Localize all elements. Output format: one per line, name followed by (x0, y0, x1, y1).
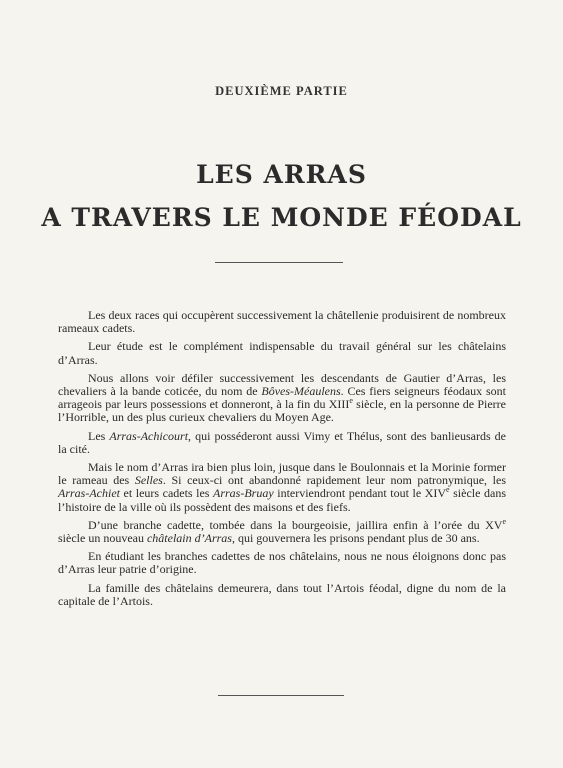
paragraph (58, 461, 506, 514)
superscript: e (446, 485, 450, 495)
paragraph (58, 550, 506, 576)
text-run: siècle un nouveau (58, 531, 147, 546)
text-run: , qui gouvernera les prisons pendant plus de 30 ans. (231, 531, 480, 546)
text-run: siècle dans l’histoire de la ville où ils possèdent des maisons et des fiefs. (58, 486, 506, 514)
paragraph (58, 309, 506, 335)
text-run: D’une branche cadette, tombée dans la bourgeoisie, jaillira enfin à l’orée du XV (88, 517, 503, 532)
text-run: Nous allons voir défiler successivement les descendants de Gautier d’Arras, les chevaliers à la bande coticée, du nom de (58, 370, 506, 399)
paragraph (58, 340, 506, 366)
italic-text: Selles (134, 473, 163, 488)
italic-text: châtelain d’Arras (146, 531, 232, 546)
superscript: e (349, 396, 353, 406)
part-heading: DEUXIÈME PARTIE (215, 84, 348, 98)
title-line-2: A TRAVERS LE MONDE FÉODAL (41, 203, 522, 232)
text-run: En étudiant les branches cadettes de nos châtelains, nous ne nous éloignons donc pas d’Arras leur patrie d’origine. (58, 549, 506, 577)
text-run: Mais le nom d’Arras ira bien plus loin, jusque dans le Boulonnais et la Morinie former le rameau des (58, 460, 506, 488)
end-divider (218, 695, 344, 696)
title-divider (215, 262, 343, 263)
text-run: . Ces fiers seigneurs féodaux sont arrageois par leurs possessions et donneront, à la fin du XIII (58, 384, 506, 412)
text-run: et leurs cadets les (120, 486, 214, 501)
text-run: interviendront pendant tout le XIV (273, 486, 447, 501)
paragraph (58, 582, 506, 608)
text-run: Les deux races qui occupèrent successivement la châtellenie produisirent de nombreux rameaux cadets. (58, 308, 506, 336)
superscript: e (502, 516, 506, 526)
italic-text: Arras-Achicourt (109, 428, 189, 443)
text-run: Les (88, 428, 110, 443)
text-run: , qui posséderont aussi Vimy et Thélus, sont des banlieusards de la cité. (58, 428, 507, 456)
italic-text: Arras-Achiet (58, 486, 120, 501)
paragraph (58, 372, 506, 425)
body-text (58, 309, 506, 608)
paragraph (58, 430, 506, 456)
text-run: La famille des châtelains demeurera, dans tout l’Artois féodal, digne du nom de la capitale de l’Artois. (58, 580, 506, 608)
text-run: . Si ceux-ci ont abandonné rapidement leur nom patronymique, les (162, 473, 506, 488)
italic-text: Bôves-Méaulens (261, 384, 341, 399)
italic-text: Arras-Bruay (213, 486, 274, 501)
paragraph (58, 516, 506, 546)
text-run: Leur étude est le complément indispensable du travail général sur les châtelains d’Arras. (58, 339, 506, 367)
title-line-1: LES ARRAS (196, 160, 367, 189)
text-run: siècle, en la personne de Pierre l’Horrible, un des plus curieux chevaliers du Moyen Age. (58, 397, 507, 425)
